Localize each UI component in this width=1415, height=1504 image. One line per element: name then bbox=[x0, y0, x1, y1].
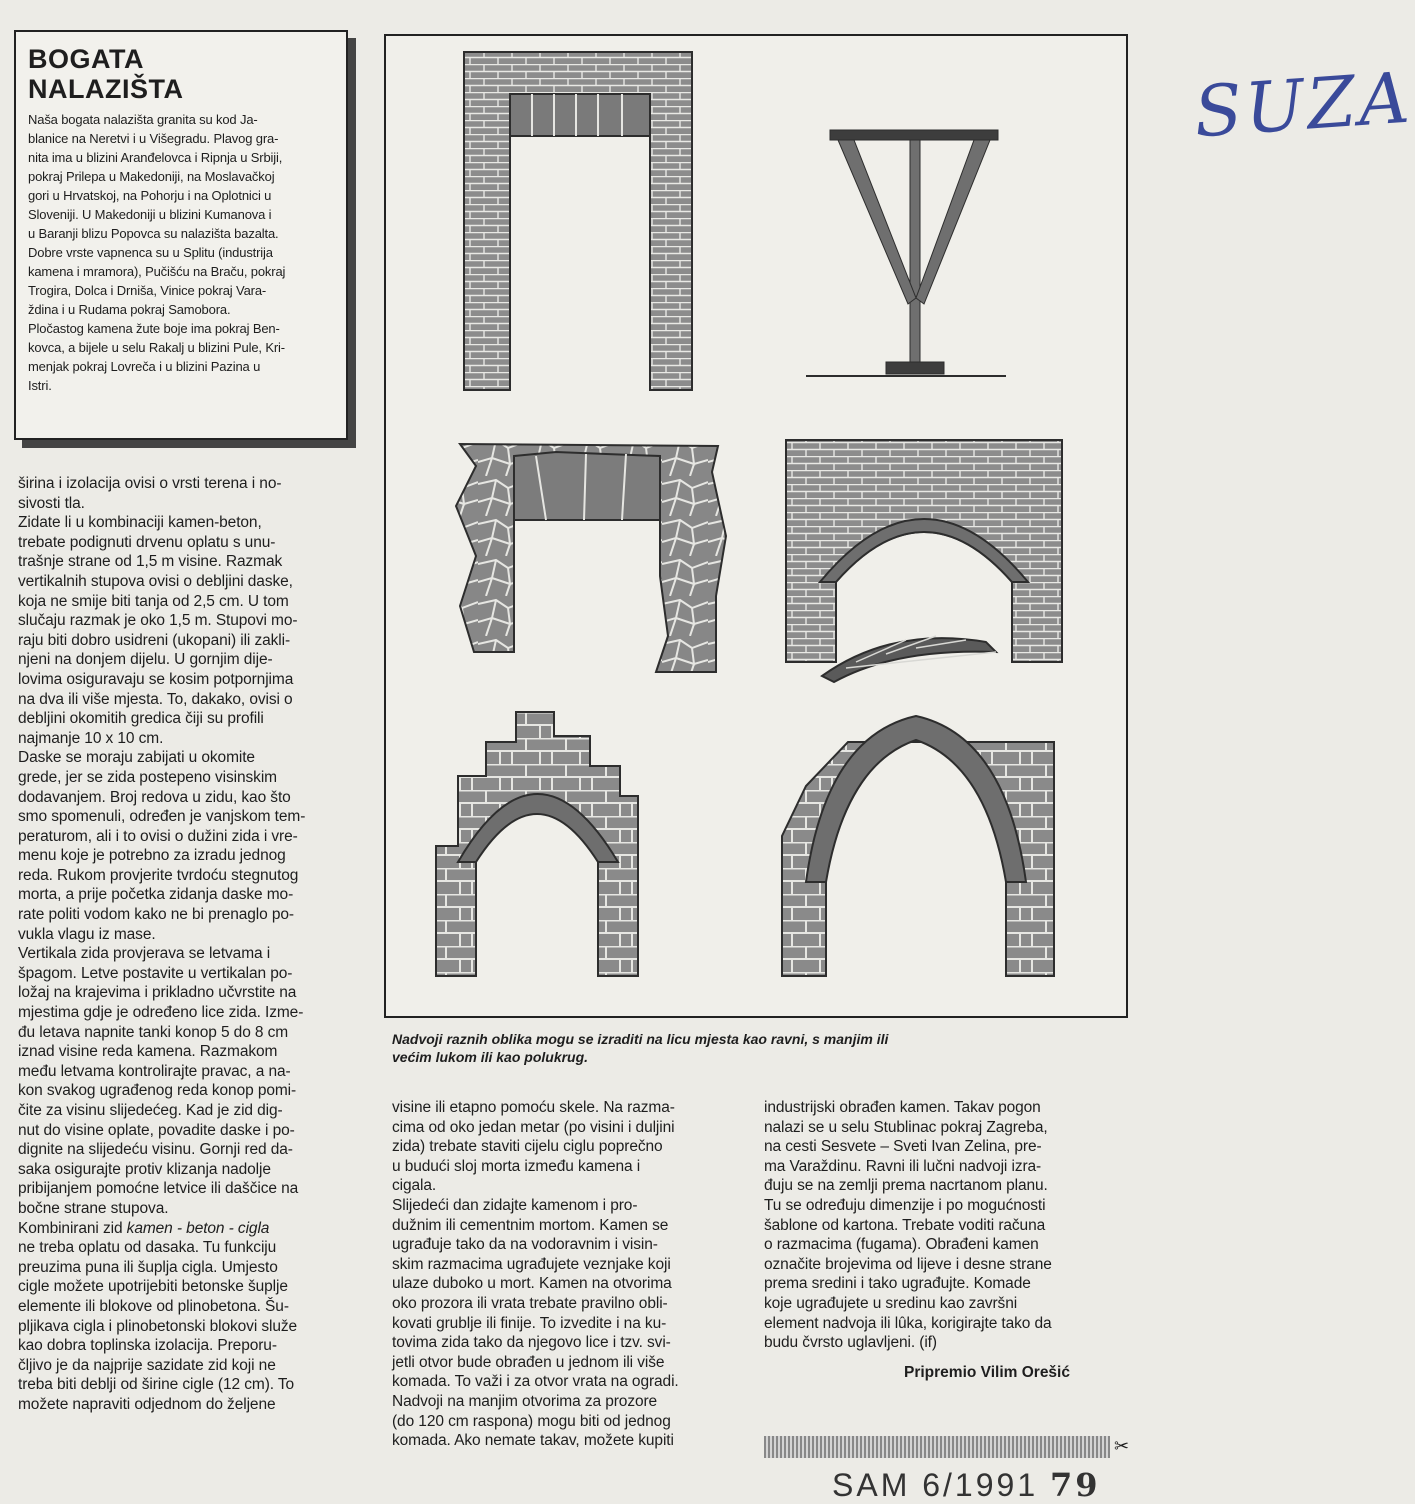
box-title: BOGATA NALAZIŠTA bbox=[28, 44, 184, 104]
lintel-drawings bbox=[386, 36, 1130, 1020]
pointed-arch-drawing bbox=[782, 716, 1054, 976]
rough-stone-lintel-drawing bbox=[456, 444, 726, 672]
sidebar-box bbox=[14, 30, 348, 440]
figure-caption: Nadvoji raznih oblika mogu se izraditi na licu mjesta kao ravni, s manjim ili većim lukom ili kao polukrug. bbox=[392, 1031, 889, 1065]
author-signature: Pripremio Vilim Orešić bbox=[904, 1364, 1070, 1381]
formwork-drawing bbox=[806, 130, 1006, 376]
page-number: 79 bbox=[1050, 1466, 1101, 1504]
scissors-icon: ✂ bbox=[1114, 1436, 1130, 1456]
article-column-3: industrijski obrađen kamen. Takav pogon nalazi se u selu Stublinac pokraj Zagreba, na cesti Sesvete – Sveti Ivan Zelina, pre- ma Varaždinu. Ravni ili lučni nadvoji izra- đuju se na zemlji prema nacrtanom planu. Tu se određuju dimenzije i po mogućnosti šablone od kartona. Trebate voditi računa o razmacima (fugama). Obrađeni kamen označite brojevima od lijeve i desne strane prema sredini i tako ugrađujte. Komade koje ugrađujete u sredinu kao završni element nadvoja ili lûka, korigirajte tako da budu čvrsto uglavljeni. (if) bbox=[764, 1099, 1052, 1352]
article-column-2: visine ili etapno pomoću skele. Na razma- cima od oko jedan metar (po visini i duljini zida) trebate staviti cijelu ciglu poprečno u budući sloj morta između kamena i cigala. Slijedeći dan zidajte kamenom i pro- dužnim ili cementnim mortom. Kamen se ugrađuje tako da na vodoravnim i visin- skim razmacima ugrađujete veznjake koji ulaze duboko u mort. Kamen na otvorima oko prozora ili vrata trebate pravilno obli- kovati grublje ili finije. To izvedite i na ku- tovima zida tako da njegovo lice i tzv. svi- jetli otvor bude obrađen u jednom ili više komada. To važi i za otvor vrata na ogradi. Nadvoji na manjim otvorima za prozore (do 120 cm raspona) mogu biti od jednog komada. Ako nemate takav, možete kupiti bbox=[392, 1099, 679, 1450]
segmental-arch-drawing bbox=[786, 440, 1062, 662]
column1-italic: kamen - beton - cigla bbox=[126, 1219, 270, 1237]
handwritten-note: SUZA bbox=[1191, 56, 1415, 154]
column1-text-b: ne treba oplatu od dasaka. Tu funkciju preuzima puna ili šuplja cigla. Umjesto cigle možete upotrijebiti betonske šuplje elemente ili blokove od plinobetona. Šu- pljikava cigla i plinobetonski blokovi služe kao dobra toplinska izolacija. Preporu- čljivo je da najprije sazidate zid koji ne treba biti deblji od širine cigle (12 cm). To možete napraviti odjednom do željene bbox=[18, 1239, 298, 1413]
page-footer bbox=[832, 1466, 1101, 1504]
article-column-1 bbox=[18, 474, 366, 1415]
decorative-hatch-bar bbox=[764, 1436, 1110, 1458]
straight-lintel-drawing bbox=[464, 52, 692, 390]
arch-formwork-drawing bbox=[822, 636, 996, 682]
column1-text-a: širina i izolacija ovisi o vrsti terena i no- sivosti tla. Zidate li u kombinaciji kamen-beton, trebate podignuti drvenu oplatu s unu- trašnje strane od 1,5 m visine. Razmak vertikalnih stupova ovisi o debljini daske, koja ne smije biti tanja od 2,5 cm. U tom slučaju razmak je oko 1,5 m. Stupovi mo- raju biti dobro usidreni (ukopani) ili zakli- njeni na donjem dijelu. U gornjim dije- lovima osiguravaju se kosim potpornjima na dva ili više mjesta. To, dakako, ovisi o debljini okomitih gredica čiji su profili najmanje 10 x 10 cm. Daske se moraju zabijati u okomite grede, jer se zida postepeno visinskim dodavanjem. Broj redova u zidu, kao što smo spomenuli, određen je vanjskom tem- peraturom, ali i to ovisi o dužini zida i vre- menu koje je potrebno za izradu jednog reda. Rukom provjerite tvrdoću stegnutog morta, a prije početka zidanja daske mo- rate politi vodom kako ne bi prenaglo po- vukla vlagu iz mase. Vertikala zida provjerava se letvama i špagom. Letve postavite u vertikalan po- ložaj na krajevima i prikladno učvrstite na mjestima gdje je određeno lice zida. Izme- đu letava napnite tanki konop 5 do 8 cm iznad visine reda kamena. Razmakom među letvama kontrolirajte pravac, a na- kon svakog ugrađenog reda konop pomi- čite za visinu slijedećeg. Kad je zid dig- nut do visine oplate, povadite daske i po- dignite na slijedeću visinu. Gornji red da- saka osigurajte protiv klizanja nadolje pribijanjem pomoćne letvice ili daščice na bočne strane stupova. Kombinirani zid bbox=[18, 475, 306, 1237]
round-arch-drawing bbox=[436, 712, 638, 976]
box-body: Naša bogata nalazišta granita su kod Ja- blanice na Neretvi i u Višegradu. Plavog gra- nita ima u blizini Aranđelovca i Ripnja u Srbiji, pokraj Prilepa u Makedoniji, na Moslavačkoj gori u Hrvatskoj, na Pohorju i na Oplotnici u Sloveniji. U Makedoniji u blizini Kumanova i u Baranji blizu Popovca su nalazišta bazalta. Dobre vrste vapnenca su u Splitu (industrija kamena i mramora), Pučišću na Braču, pokraj Trogira, Dolca i Drniša, Vinice pokraj Vara- ždina i u Rudama pokraj Samobora. Pločastog kamena žute boje ima pokraj Ben- kovca, a bijele u selu Rakalj u blizini Pule, Kri- menjak pokraj Lovreča i u blizini Pazina u Istri. bbox=[28, 112, 286, 393]
issue-label: SAM 6/1991 bbox=[832, 1467, 1039, 1503]
lintel-illustrations bbox=[384, 34, 1415, 1018]
